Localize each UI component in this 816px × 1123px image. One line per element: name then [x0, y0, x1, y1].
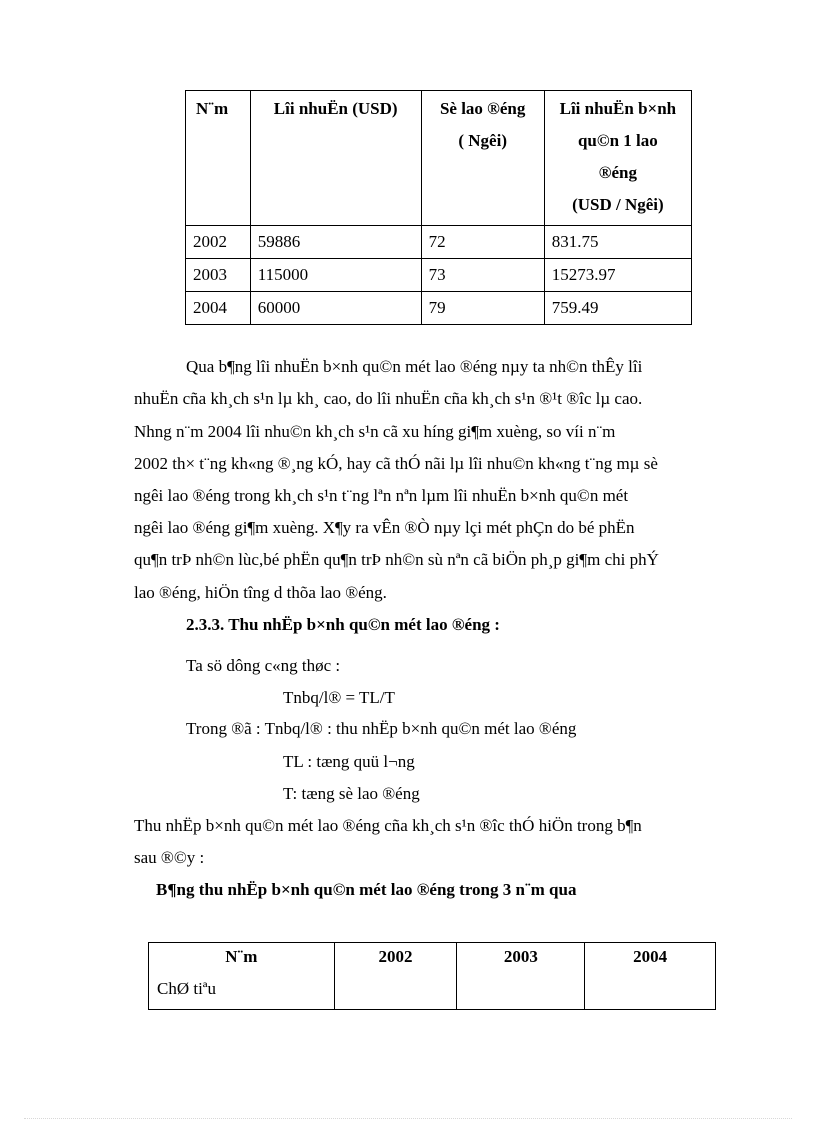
paragraph-line: nhuËn cña kh¸ch s¹n lµ kh¸ cao, do lîi nhuËn cña kh¸ch s¹n ®¹t ®îc lµ cao.	[134, 389, 643, 408]
header-avg-profit-line2: qu©n 1 lao	[577, 131, 658, 150]
page-divider	[24, 1118, 792, 1119]
cell-profit: 60000	[250, 292, 421, 325]
formula: Tnbq/l® = TL/T	[283, 688, 395, 707]
cell-profit: 115000	[250, 259, 421, 292]
table-row	[149, 943, 716, 1010]
header-avg-profit-line1: Lîi nhuËn b×nh	[559, 99, 677, 118]
header-employees-line2: ( Ngêi)	[458, 131, 507, 150]
paragraph-line: Nhng n¨m 2004 lîi nhu©n kh¸ch s¹n cã xu híng gi¶m xuèng, so víi n¨m	[134, 422, 616, 441]
header-year: N¨m	[186, 91, 251, 226]
paragraph-line: lao ®éng, hiÖn tîng d thõa lao ®éng.	[134, 583, 387, 602]
formula-where: Trong ®ã : Tnbq/l® : thu nhËp b×nh qu©n mét lao ®éng	[186, 719, 577, 738]
paragraph-line: 2002 th× t¨ng kh«ng ®¸ng kÓ, hay cã thÓ nãi lµ lîi nhu©n kh«ng t¨ng mµ sè	[134, 454, 658, 473]
paragraph-line: sau ®©y :	[134, 848, 205, 867]
cell-year: 2002	[186, 226, 251, 259]
cell-year: 2004	[186, 292, 251, 325]
paragraph-line: Thu nhËp b×nh qu©n mét lao ®éng cña kh¸ch s¹n ®îc thÓ hiÖn trong b¶n	[134, 816, 642, 835]
cell-employees: 73	[421, 259, 544, 292]
year-header-2003: 2003	[457, 943, 585, 1010]
header-avg-profit-line3: ®éng	[598, 163, 637, 182]
header-employees	[421, 91, 544, 226]
table-row	[186, 259, 692, 292]
header-employees-line1: Sè lao ®éng	[439, 99, 526, 118]
cell-profit: 59886	[250, 226, 421, 259]
cell-employees: 72	[421, 226, 544, 259]
header-profit: Lîi nhuËn (USD)	[250, 91, 421, 226]
corner-cell	[149, 943, 335, 1010]
income-per-employee-table	[148, 942, 716, 1010]
table2-title: B¶ng thu nhËp b×nh qu©n mét lao ®éng trong 3 n¨m qua	[156, 880, 577, 899]
paragraph-line: ngêi lao ®éng gi¶m xuèng. X¶y ra vÊn ®Ò nµy lçi mét phÇn do bé phËn	[134, 518, 635, 537]
header-avg-profit	[544, 91, 691, 226]
table-row	[186, 226, 692, 259]
paragraph-line: ngêi lao ®éng trong kh¸ch s¹n t¨ng lªn nªn lµm lîi nhuËn b×nh qu©n mét	[134, 486, 629, 505]
paragraph-line: Qua b¶ng lîi nhuËn b×nh qu©n mét lao ®éng nµy ta nh©n thÊy lîi	[186, 357, 643, 376]
formula-t: T: tæng sè lao ®éng	[283, 784, 420, 803]
cell-avg-profit: 759.49	[544, 292, 691, 325]
formula-intro: Ta sö dông c«ng thøc :	[186, 656, 341, 675]
corner-year-label: N¨m	[225, 947, 258, 966]
formula-tl: TL : tæng quü l¬ng	[283, 752, 415, 771]
cell-employees: 79	[421, 292, 544, 325]
paragraph-line: qu¶n trÞ nh©n lùc,bé phËn qu¶n trÞ nh©n sù nªn cã biÖn ph¸p gi¶m chi phÝ	[134, 550, 659, 569]
table-row	[186, 292, 692, 325]
profit-per-employee-table	[185, 90, 692, 325]
cell-year: 2003	[186, 259, 251, 292]
year-header-2002: 2002	[334, 943, 457, 1010]
year-header-2004: 2004	[585, 943, 716, 1010]
header-avg-profit-line4: (USD / Ngêi)	[572, 195, 664, 214]
cell-avg-profit: 15273.97	[544, 259, 691, 292]
table-header-row	[186, 91, 692, 226]
section-heading: 2.3.3. Thu nhËp b×nh qu©n mét lao ®éng :	[186, 615, 500, 634]
corner-indicator-label: ChØ tiªu	[157, 979, 217, 998]
cell-avg-profit: 831.75	[544, 226, 691, 259]
